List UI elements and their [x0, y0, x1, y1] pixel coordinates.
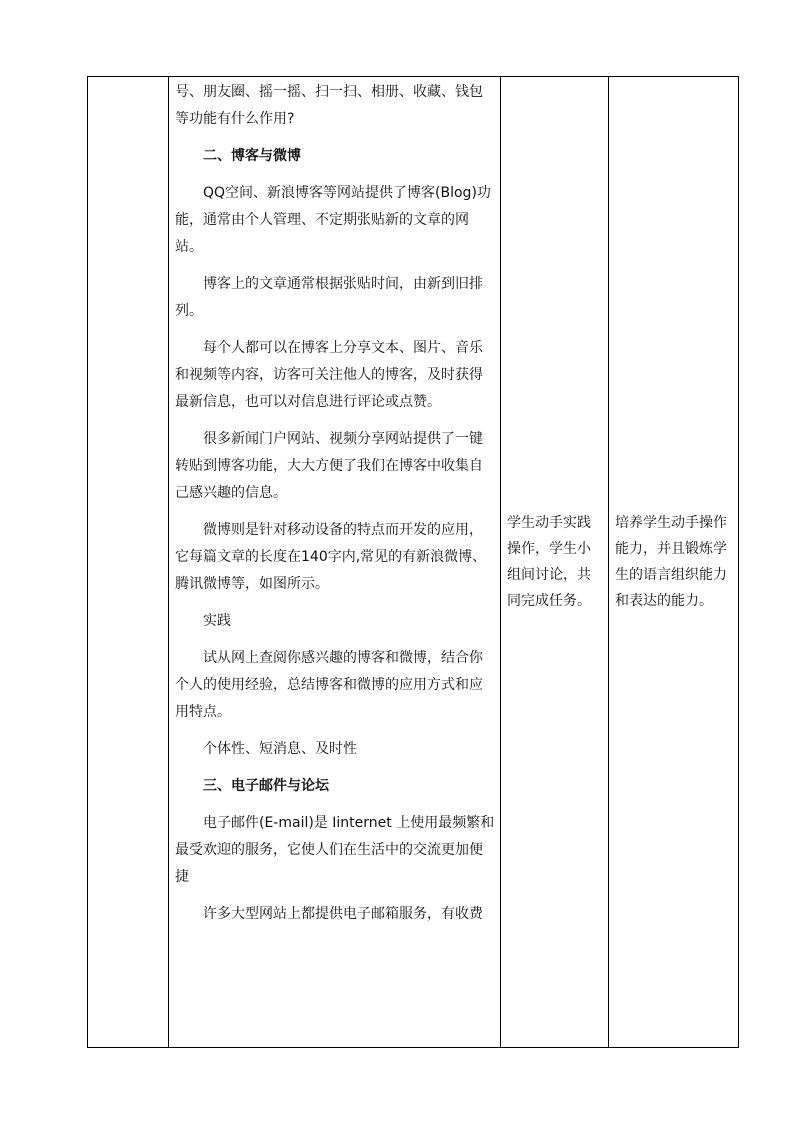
content-paragraph: 号、朋友圈、摇一摇、扫一扫、相册、收藏、钱包等功能有什么作用?: [175, 84, 483, 127]
teaching-content-cell: [169, 77, 501, 1048]
content-paragraph: 电子邮件(E-mail)是 Iinternet 上使用最频繁和最受欢迎的服务，它使人们在生活中的交流更加便捷: [175, 815, 495, 885]
content-paragraph: QQ空间、新浪博客等网站提供了博客(Blog)功能，通常由个人管理、不定期张贴新的文章的网站。: [175, 185, 491, 255]
design-intent-text: 培养学生动手操作能力，并且锻炼学生的语言组织能力和表达的能力。: [615, 515, 727, 609]
stage-cell: [88, 77, 169, 1048]
student-activity-text: 学生动手实践操作，学生小组间讨论，共同完成任务。: [507, 515, 591, 609]
content-paragraph: 个体性、短消息、及时性: [203, 741, 357, 757]
section-heading-email: 三、电子邮件与论坛: [203, 778, 329, 794]
content-paragraph: 试从网上查阅你感兴趣的博客和微博，结合你个人的使用经验，总结博客和微博的应用方式和应用特点。: [175, 650, 483, 720]
content-paragraph: 实践: [203, 613, 231, 629]
content-paragraph: 每个人都可以在博客上分享文本、图片、音乐和视频等内容，访客可关注他人的博客，及时获得最新信息，也可以对信息进行评论或点赞。: [175, 340, 483, 410]
content-paragraph: 博客上的文章通常根据张贴时间，由新到旧排列。: [175, 276, 483, 319]
section-heading-blog: 二、博客与微博: [203, 148, 301, 164]
content-paragraph: 很多新闻门户网站、视频分享网站提供了一键转贴到博客功能，大大方便了我们在博客中收集自己感兴趣的信息。: [175, 431, 483, 501]
table-row: [88, 77, 739, 1048]
content-paragraph: 微博则是针对移动设备的特点而开发的应用，它每篇文章的长度在140字内,常见的有新浪微博、腾讯微博等，如图所示。: [175, 522, 487, 592]
design-intent-cell: [609, 77, 739, 1048]
lesson-plan-table: [87, 76, 739, 1048]
content-paragraph: 许多大型网站上都提供电子邮箱服务，有收费: [203, 906, 483, 922]
student-activity-cell: [501, 77, 609, 1048]
